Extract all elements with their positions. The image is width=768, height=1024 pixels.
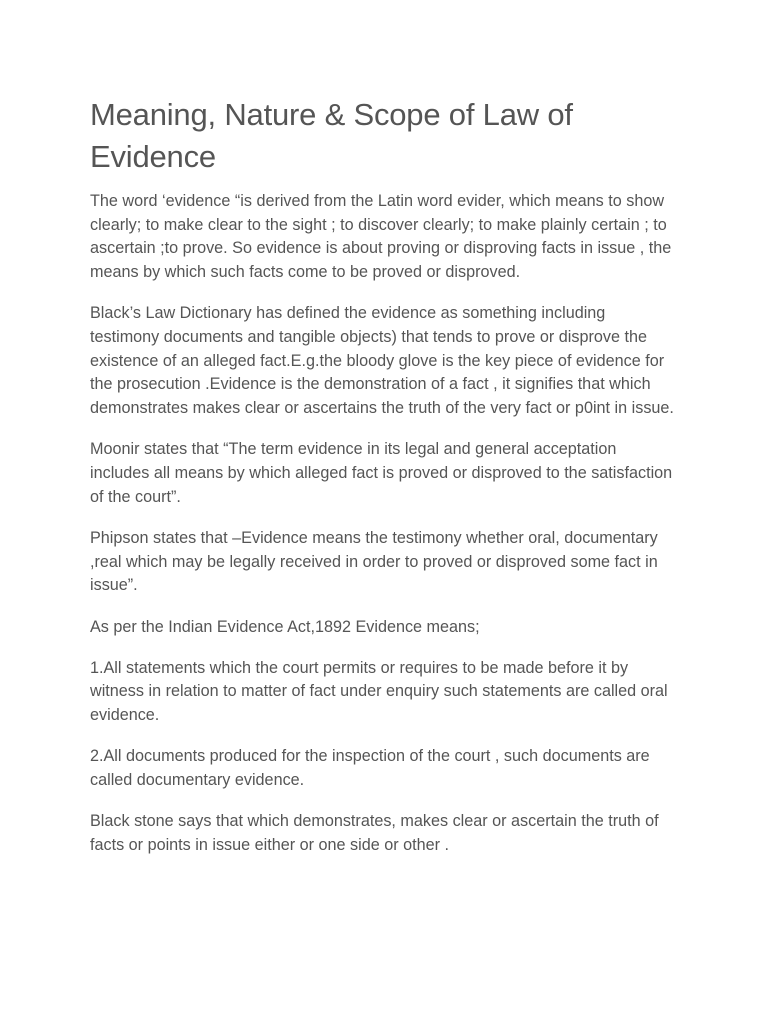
paragraph-blacks-law-dictionary: Black’s Law Dictionary has defined the evidence as something including testimony documents and tangible objects) that tends to prove or disprove the existence of an alleged fact.E.g.the bloody glove is the key piece of evidence for the prosecution .Evidence is the demonstration of a fact , it signifies that which demonstrates makes clear or ascertains the truth of the very fact or p0int in issue. xyxy=(90,304,674,418)
document-page xyxy=(90,94,678,875)
paragraph-moonir-definition: Moonir states that “The term evidence in its legal and general acceptation includes all means by which alleged fact is proved or disproved to the satisfaction of the court”. xyxy=(90,440,673,506)
paragraph-oral-evidence: 1.All statements which the court permits or requires to be made before it by witness in relation to matter of fact under enquiry such statements are called oral evidence. xyxy=(90,658,668,725)
paragraph-blackstone-definition: Black stone says that which demonstrates, makes clear or ascertain the truth of facts or points in issue either or one side or other . xyxy=(90,812,659,854)
paragraph-indian-evidence-act: As per the Indian Evidence Act,1892 Evidence means; xyxy=(90,617,480,636)
paragraph-phipson-definition: Phipson states that –Evidence means the testimony whether oral, documentary ,real which may be legally received in order to proved or disproved some fact in issue”. xyxy=(90,528,658,595)
paragraph-evidence-etymology: The word ‘evidence “is derived from the Latin word evider, which means to show clearly; to make clear to the sight ; to discover clearly; to make plainly certain ; to ascertain ;to prove. So evidence is about proving or disproving facts in issue , the means by which such facts come to be proved or disproved. xyxy=(90,192,672,282)
page-title: Meaning, Nature & Scope of Law of Evidence xyxy=(90,97,573,174)
paragraph-documentary-evidence: 2.All documents produced for the inspection of the court , such documents are called documentary evidence. xyxy=(90,747,650,790)
